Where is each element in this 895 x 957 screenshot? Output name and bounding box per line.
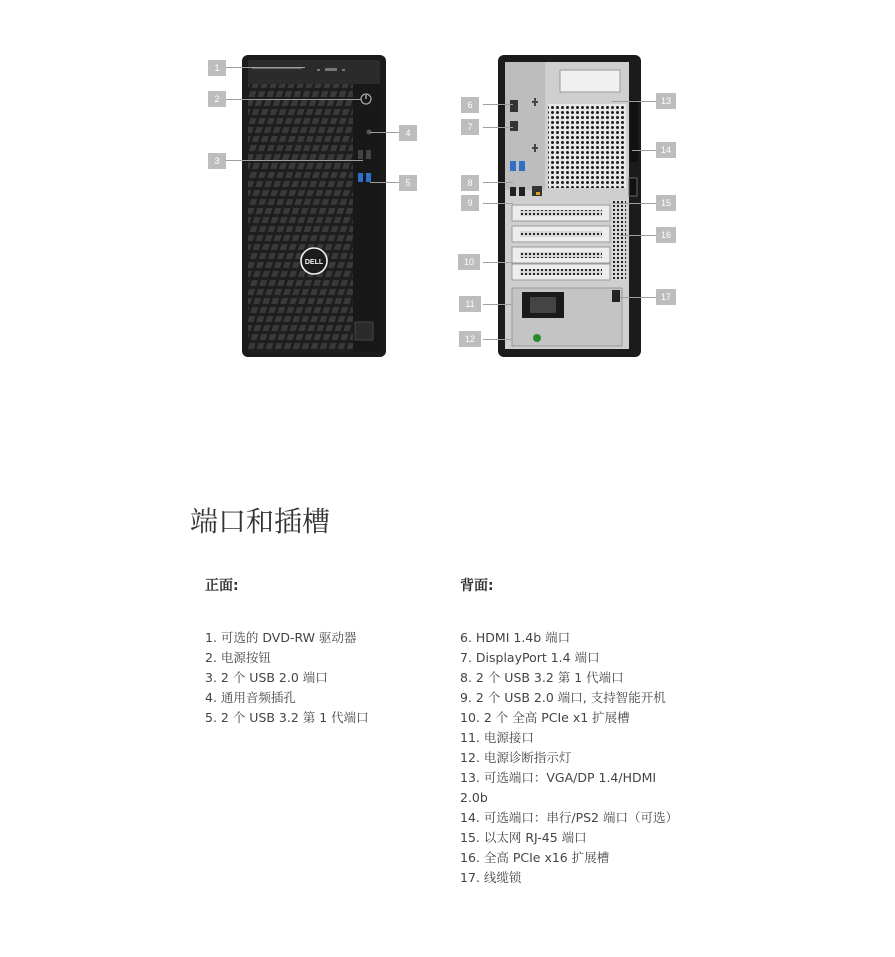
callout-10: 10 xyxy=(458,254,480,270)
callout-16: 16 xyxy=(656,227,676,243)
dell-logo: DELL xyxy=(304,259,324,266)
list-item: 8. 2 个 USB 3.2 第 1 代端口 xyxy=(460,670,624,685)
list-item: 7. DisplayPort 1.4 端口 xyxy=(460,650,600,665)
back-column xyxy=(460,576,682,888)
expansion-slots xyxy=(512,200,626,280)
list-item: 9. 2 个 USB 2.0 端口, 支持智能开机 xyxy=(460,690,666,705)
list-item: 15. 以太网 RJ-45 端口 xyxy=(460,830,587,845)
section-title: 端口和插槽 xyxy=(190,506,331,537)
list-item: 4. 通用音频插孔 xyxy=(205,690,296,705)
list-item: 11. 电源接口 xyxy=(460,730,534,745)
front-port-list xyxy=(205,628,445,728)
callout-11: 11 xyxy=(459,296,481,312)
callout-17: 17 xyxy=(656,289,676,305)
list-item: 16. 全高 PCIe x16 扩展槽 xyxy=(460,850,610,865)
callout-14: 14 xyxy=(656,142,676,158)
callout-3: 3 xyxy=(208,153,226,169)
list-item: 2. 电源按钮 xyxy=(205,650,271,665)
callout-4: 4 xyxy=(399,125,417,141)
callout-1: 1 xyxy=(208,60,226,76)
list-item: 5. 2 个 USB 3.2 第 1 代端口 xyxy=(205,710,369,725)
callout-9: 9 xyxy=(461,195,479,211)
list-item: 10. 2 个 全高 PCIe x1 扩展槽 xyxy=(460,710,630,725)
front-view xyxy=(242,55,386,357)
callout-15: 15 xyxy=(656,195,676,211)
callout-8: 8 xyxy=(461,175,479,191)
callout-12: 12 xyxy=(459,331,481,347)
list-item: 13. 可选端口：VGA/DP 1.4/HDMI 2.0b xyxy=(460,770,657,805)
list-item: 12. 电源诊断指示灯 xyxy=(460,750,572,765)
callout-6: 6 xyxy=(461,97,479,113)
list-item: 1. 可选的 DVD-RW 驱动器 xyxy=(205,630,357,645)
callout-2: 2 xyxy=(208,91,226,107)
callout-5: 5 xyxy=(399,175,417,191)
front-column xyxy=(205,576,445,728)
list-item: 3. 2 个 USB 2.0 端口 xyxy=(205,670,328,685)
ports-figure xyxy=(0,0,895,380)
front-heading: 正面: xyxy=(205,578,239,594)
callout-7: 7 xyxy=(461,119,479,135)
list-item: 6. HDMI 1.4b 端口 xyxy=(460,630,571,645)
list-item: 17. 线缆锁 xyxy=(460,870,522,885)
pc-illustration xyxy=(0,0,895,380)
back-view xyxy=(498,55,641,357)
list-item: 14. 可选端口：串行/PS2 端口（可选） xyxy=(460,810,678,825)
back-heading: 背面: xyxy=(460,578,494,594)
callout-13: 13 xyxy=(656,93,676,109)
back-port-list xyxy=(460,628,682,888)
